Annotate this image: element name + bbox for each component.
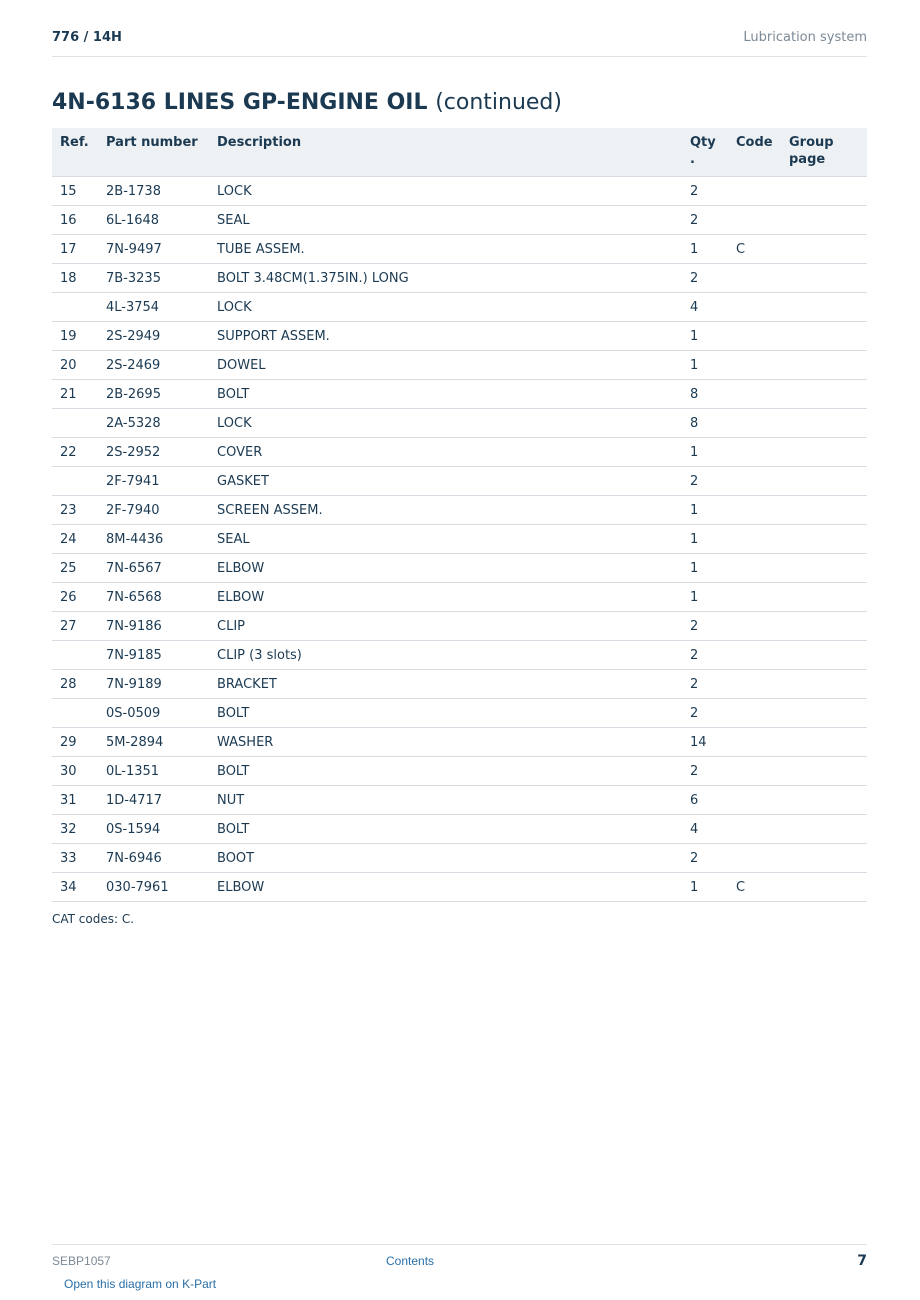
cell-description: CLIP (3 slots) bbox=[209, 641, 682, 670]
cell-description: ELBOW bbox=[209, 583, 682, 612]
table-row bbox=[52, 815, 867, 844]
cell-ref: 17 bbox=[52, 235, 98, 264]
parts-table bbox=[52, 128, 867, 902]
table-row bbox=[52, 206, 867, 235]
cell-description: BRACKET bbox=[209, 670, 682, 699]
cell-ref: 27 bbox=[52, 612, 98, 641]
cell-part-number: 2F-7941 bbox=[98, 467, 209, 496]
cell-description: SEAL bbox=[209, 206, 682, 235]
cell-code bbox=[728, 496, 781, 525]
cell-part-number: 6L-1648 bbox=[98, 206, 209, 235]
cell-part-number: 2S-2952 bbox=[98, 438, 209, 467]
page-footer bbox=[52, 1244, 867, 1275]
cell-group-page bbox=[781, 583, 867, 612]
cell-qty: 1 bbox=[682, 351, 728, 380]
table-row bbox=[52, 409, 867, 438]
cell-qty: 1 bbox=[682, 235, 728, 264]
table-row bbox=[52, 844, 867, 873]
cell-group-page bbox=[781, 409, 867, 438]
column-header-ref: Ref. bbox=[52, 128, 98, 177]
cell-code bbox=[728, 467, 781, 496]
cell-part-number: 7N-9497 bbox=[98, 235, 209, 264]
cell-group-page bbox=[781, 815, 867, 844]
table-header-row bbox=[52, 128, 867, 177]
parts-table-body bbox=[52, 177, 867, 902]
cell-description: LOCK bbox=[209, 293, 682, 322]
table-row bbox=[52, 786, 867, 815]
table-row bbox=[52, 525, 867, 554]
cell-qty: 2 bbox=[682, 467, 728, 496]
cell-code: C bbox=[728, 235, 781, 264]
cell-qty: 1 bbox=[682, 583, 728, 612]
cell-ref: 16 bbox=[52, 206, 98, 235]
cell-ref: 33 bbox=[52, 844, 98, 873]
cell-qty: 8 bbox=[682, 409, 728, 438]
cell-qty: 6 bbox=[682, 786, 728, 815]
cell-ref bbox=[52, 409, 98, 438]
cell-part-number: 2A-5328 bbox=[98, 409, 209, 438]
cell-code bbox=[728, 206, 781, 235]
cell-qty: 2 bbox=[682, 206, 728, 235]
cell-code bbox=[728, 815, 781, 844]
cell-part-number: 7N-6946 bbox=[98, 844, 209, 873]
cell-ref: 23 bbox=[52, 496, 98, 525]
cell-ref: 15 bbox=[52, 177, 98, 206]
title-main: 4N-6136 LINES GP-ENGINE OIL bbox=[52, 90, 428, 115]
cell-qty: 2 bbox=[682, 757, 728, 786]
cell-ref: 26 bbox=[52, 583, 98, 612]
cell-group-page bbox=[781, 438, 867, 467]
column-header-description: Description bbox=[209, 128, 682, 177]
cell-part-number: 7N-9189 bbox=[98, 670, 209, 699]
cell-description: COVER bbox=[209, 438, 682, 467]
cell-ref bbox=[52, 467, 98, 496]
cell-part-number: 7B-3235 bbox=[98, 264, 209, 293]
cell-part-number: 030-7961 bbox=[98, 873, 209, 902]
cell-group-page bbox=[781, 786, 867, 815]
table-row bbox=[52, 757, 867, 786]
cell-ref: 34 bbox=[52, 873, 98, 902]
open-diagram-link[interactable]: Open this diagram on K-Part bbox=[64, 1277, 217, 1291]
cell-ref: 24 bbox=[52, 525, 98, 554]
cell-code bbox=[728, 757, 781, 786]
cell-qty: 4 bbox=[682, 815, 728, 844]
cell-ref: 30 bbox=[52, 757, 98, 786]
cell-code bbox=[728, 670, 781, 699]
cell-ref: 22 bbox=[52, 438, 98, 467]
cell-ref: 31 bbox=[52, 786, 98, 815]
cell-ref: 18 bbox=[52, 264, 98, 293]
cell-description: LOCK bbox=[209, 409, 682, 438]
cell-qty: 1 bbox=[682, 496, 728, 525]
column-header-qty: Qty . bbox=[682, 128, 728, 177]
cell-code bbox=[728, 641, 781, 670]
cell-group-page bbox=[781, 670, 867, 699]
cell-code bbox=[728, 438, 781, 467]
cell-qty: 1 bbox=[682, 873, 728, 902]
cell-description: CLIP bbox=[209, 612, 682, 641]
document-number: SEBP1057 bbox=[52, 1254, 111, 1268]
cell-ref: 28 bbox=[52, 670, 98, 699]
cell-ref: 25 bbox=[52, 554, 98, 583]
page-header bbox=[52, 28, 867, 57]
cell-group-page bbox=[781, 728, 867, 757]
table-row bbox=[52, 235, 867, 264]
cell-code bbox=[728, 380, 781, 409]
cell-qty: 1 bbox=[682, 438, 728, 467]
table-row bbox=[52, 293, 867, 322]
table-row bbox=[52, 670, 867, 699]
cell-qty: 14 bbox=[682, 728, 728, 757]
cell-part-number: 2B-1738 bbox=[98, 177, 209, 206]
cell-group-page bbox=[781, 235, 867, 264]
cell-code bbox=[728, 786, 781, 815]
cell-part-number: 0S-0509 bbox=[98, 699, 209, 728]
cell-description: BOLT bbox=[209, 380, 682, 409]
cell-description: TUBE ASSEM. bbox=[209, 235, 682, 264]
cell-code: C bbox=[728, 873, 781, 902]
table-row bbox=[52, 728, 867, 757]
column-header-part-number: Part number bbox=[98, 128, 209, 177]
cell-code bbox=[728, 525, 781, 554]
cell-qty: 1 bbox=[682, 554, 728, 583]
cat-codes-note: CAT codes: C. bbox=[52, 912, 135, 926]
cell-group-page bbox=[781, 264, 867, 293]
cell-code bbox=[728, 844, 781, 873]
cell-description: GASKET bbox=[209, 467, 682, 496]
cell-code bbox=[728, 728, 781, 757]
cell-group-page bbox=[781, 641, 867, 670]
cell-qty: 4 bbox=[682, 293, 728, 322]
model-label: 776 / 14H bbox=[52, 30, 122, 45]
cell-code bbox=[728, 351, 781, 380]
cell-group-page bbox=[781, 757, 867, 786]
cell-description: ELBOW bbox=[209, 873, 682, 902]
column-header-group-page: Group page bbox=[781, 128, 867, 177]
cell-code bbox=[728, 554, 781, 583]
table-row bbox=[52, 699, 867, 728]
cell-ref: 21 bbox=[52, 380, 98, 409]
cell-description: DOWEL bbox=[209, 351, 682, 380]
cell-group-page bbox=[781, 380, 867, 409]
cell-part-number: 7N-6568 bbox=[98, 583, 209, 612]
cell-group-page bbox=[781, 467, 867, 496]
cell-part-number: 8M-4436 bbox=[98, 525, 209, 554]
table-row bbox=[52, 583, 867, 612]
title-suffix: (continued) bbox=[435, 90, 562, 115]
cell-group-page bbox=[781, 351, 867, 380]
cell-code bbox=[728, 177, 781, 206]
cell-part-number: 2S-2949 bbox=[98, 322, 209, 351]
cell-qty: 2 bbox=[682, 844, 728, 873]
cell-description: SUPPORT ASSEM. bbox=[209, 322, 682, 351]
table-row bbox=[52, 467, 867, 496]
table-row bbox=[52, 641, 867, 670]
cell-qty: 2 bbox=[682, 612, 728, 641]
table-row bbox=[52, 873, 867, 902]
cell-qty: 1 bbox=[682, 322, 728, 351]
table-row bbox=[52, 351, 867, 380]
cell-qty: 2 bbox=[682, 264, 728, 293]
cell-group-page bbox=[781, 525, 867, 554]
cell-description: SEAL bbox=[209, 525, 682, 554]
cell-group-page bbox=[781, 612, 867, 641]
cell-qty: 2 bbox=[682, 670, 728, 699]
cell-code bbox=[728, 293, 781, 322]
cell-part-number: 0S-1594 bbox=[98, 815, 209, 844]
cell-qty: 2 bbox=[682, 177, 728, 206]
table-row bbox=[52, 554, 867, 583]
table-row bbox=[52, 438, 867, 467]
table-row bbox=[52, 177, 867, 206]
cell-part-number: 7N-9185 bbox=[98, 641, 209, 670]
cell-description: BOLT bbox=[209, 815, 682, 844]
cell-part-number: 2F-7940 bbox=[98, 496, 209, 525]
cell-group-page bbox=[781, 699, 867, 728]
cell-ref bbox=[52, 699, 98, 728]
cell-description: ELBOW bbox=[209, 554, 682, 583]
cell-description: SCREEN ASSEM. bbox=[209, 496, 682, 525]
page-number: 7 bbox=[857, 1253, 867, 1269]
cell-part-number: 5M-2894 bbox=[98, 728, 209, 757]
table-row bbox=[52, 612, 867, 641]
cell-group-page bbox=[781, 322, 867, 351]
table-row bbox=[52, 380, 867, 409]
cell-part-number: 1D-4717 bbox=[98, 786, 209, 815]
cell-code bbox=[728, 264, 781, 293]
cell-ref: 19 bbox=[52, 322, 98, 351]
table-row bbox=[52, 322, 867, 351]
table-row bbox=[52, 496, 867, 525]
cell-part-number: 0L-1351 bbox=[98, 757, 209, 786]
cell-code bbox=[728, 583, 781, 612]
cell-part-number: 7N-6567 bbox=[98, 554, 209, 583]
cell-group-page bbox=[781, 293, 867, 322]
cell-part-number: 2B-2695 bbox=[98, 380, 209, 409]
cell-group-page bbox=[781, 554, 867, 583]
cell-code bbox=[728, 612, 781, 641]
cell-part-number: 7N-9186 bbox=[98, 612, 209, 641]
cell-part-number: 4L-3754 bbox=[98, 293, 209, 322]
contents-link[interactable]: Contents bbox=[386, 1254, 435, 1268]
cell-qty: 1 bbox=[682, 525, 728, 554]
cell-qty: 2 bbox=[682, 641, 728, 670]
cell-group-page bbox=[781, 844, 867, 873]
section-label: Lubrication system bbox=[743, 30, 867, 45]
cell-description: BOLT 3.48CM(1.375IN.) LONG bbox=[209, 264, 682, 293]
cell-group-page bbox=[781, 177, 867, 206]
column-header-code: Code bbox=[728, 128, 781, 177]
cell-ref: 20 bbox=[52, 351, 98, 380]
cell-ref bbox=[52, 641, 98, 670]
cell-description: BOLT bbox=[209, 699, 682, 728]
cell-ref: 32 bbox=[52, 815, 98, 844]
cell-code bbox=[728, 699, 781, 728]
cell-code bbox=[728, 322, 781, 351]
cell-ref bbox=[52, 293, 98, 322]
cell-description: WASHER bbox=[209, 728, 682, 757]
cell-description: NUT bbox=[209, 786, 682, 815]
cell-description: BOLT bbox=[209, 757, 682, 786]
page-title bbox=[52, 90, 562, 115]
cell-ref: 29 bbox=[52, 728, 98, 757]
cell-code bbox=[728, 409, 781, 438]
cell-qty: 2 bbox=[682, 699, 728, 728]
cell-part-number: 2S-2469 bbox=[98, 351, 209, 380]
table-row bbox=[52, 264, 867, 293]
cell-group-page bbox=[781, 873, 867, 902]
cell-description: BOOT bbox=[209, 844, 682, 873]
cell-group-page bbox=[781, 496, 867, 525]
cell-group-page bbox=[781, 206, 867, 235]
cell-qty: 8 bbox=[682, 380, 728, 409]
cell-description: LOCK bbox=[209, 177, 682, 206]
